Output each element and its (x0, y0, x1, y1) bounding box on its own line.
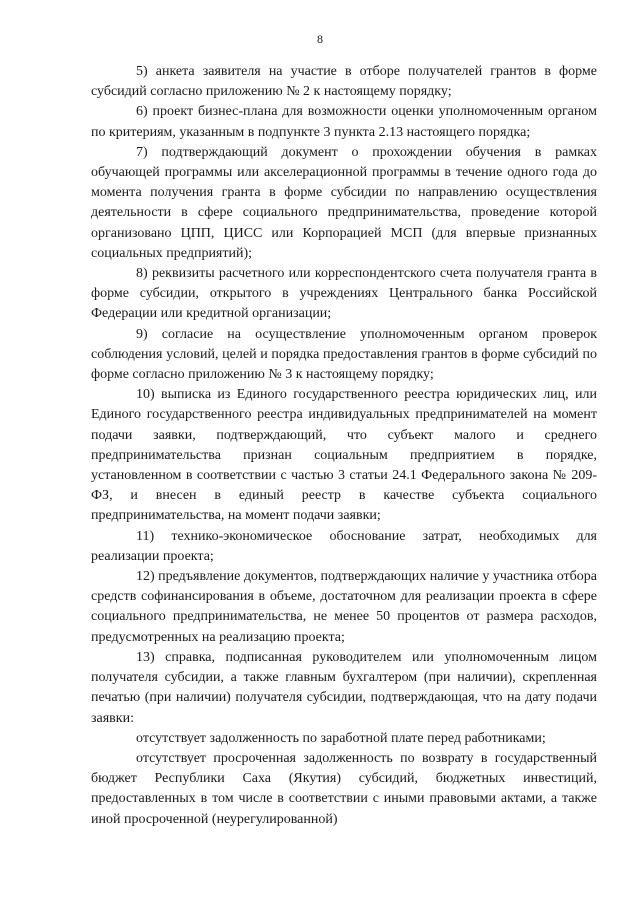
paragraph-no-overdue-debt: отсутствует просроченная задолженность по возврату в государственный бюджет Республики Саха (Якутия) субсидий, бюджетных инвестиций, предоставленных в том числе в соответствии с иными правовыми актами, а также иной просроченной (неурегулированной) (91, 750, 597, 827)
paragraph-item-13: 13) справка, подписанная руководителем или уполномоченным лицом получателя субсидии, а также главным бухгалтером (при наличии), скрепленная печатью (при наличии) получателя субсидии, подтверждающая, что на дату подачи заявки: (91, 649, 597, 726)
paragraph-item-6: 6) проект бизнес-плана для возможности оценки уполномоченным органом по критериям, указанным в подпункте 3 пункта 2.13 настоящего порядка; (91, 104, 597, 140)
paragraph-item-5: 5) анкета заявителя на участие в отборе получателей грантов в форме субсидий согласно приложению № 2 к настоящему порядку; (91, 64, 597, 100)
paragraph-item-8: 8) реквизиты расчетного или корреспондентского счета получателя гранта в форме субсидии, открытого в учреждениях Центрального банка Российской Федерации или кредитной организации; (91, 266, 597, 322)
paragraph-item-12: 12) предъявление документов, подтверждающих наличие у участника отбора средств софинансирования в объеме, достаточном для реализации проекта в сфере социального предпринимательства, не менее 50 процентов от размера расходов, предусмотренных на реализацию проекта; (91, 569, 597, 645)
paragraph-item-7: 7) подтверждающий документ о прохождении обучения в рамках обучающей программы или акселерационной программы в течение одного года до момента получения гранта в форме субсидии по направлению осуществления деятельности в сфере социального предпринимательства, проведение которой организовано ЦПП, ЦИСС или Корпорацией МСП (для впервые признанных социальных предприятий); (91, 144, 597, 261)
page-number: 8 (317, 32, 323, 46)
paragraph-item-11: 11) технико-экономическое обоснование затрат, необходимых для реализации проекта; (91, 528, 597, 564)
paragraph-item-9: 9) согласие на осуществление уполномоченным органом проверок соблюдения условий, целей и порядка предоставления грантов в форме субсидий по форме согласно приложению № 3 к настоящему порядку; (91, 326, 597, 383)
paragraph-no-salary-debt: отсутствует задолженность по заработной плате перед работниками; (136, 730, 546, 746)
document-body (91, 62, 597, 830)
paragraph-item-10: 10) выписка из Единого государственного реестра юридических лиц, или Единого государственного реестра индивидуальных предпринимателей на момент подачи заявки, подтверждающий, что субъект малого и среднего предпринимательства признан социальным предприятием в порядке, установленном в соответствии с частью 3 статьи 24.1 Федерального закона № 209-ФЗ, и внесен в единый реестр в качестве субъекта социального предпринимательства, на момент подачи заявки; (91, 387, 597, 524)
